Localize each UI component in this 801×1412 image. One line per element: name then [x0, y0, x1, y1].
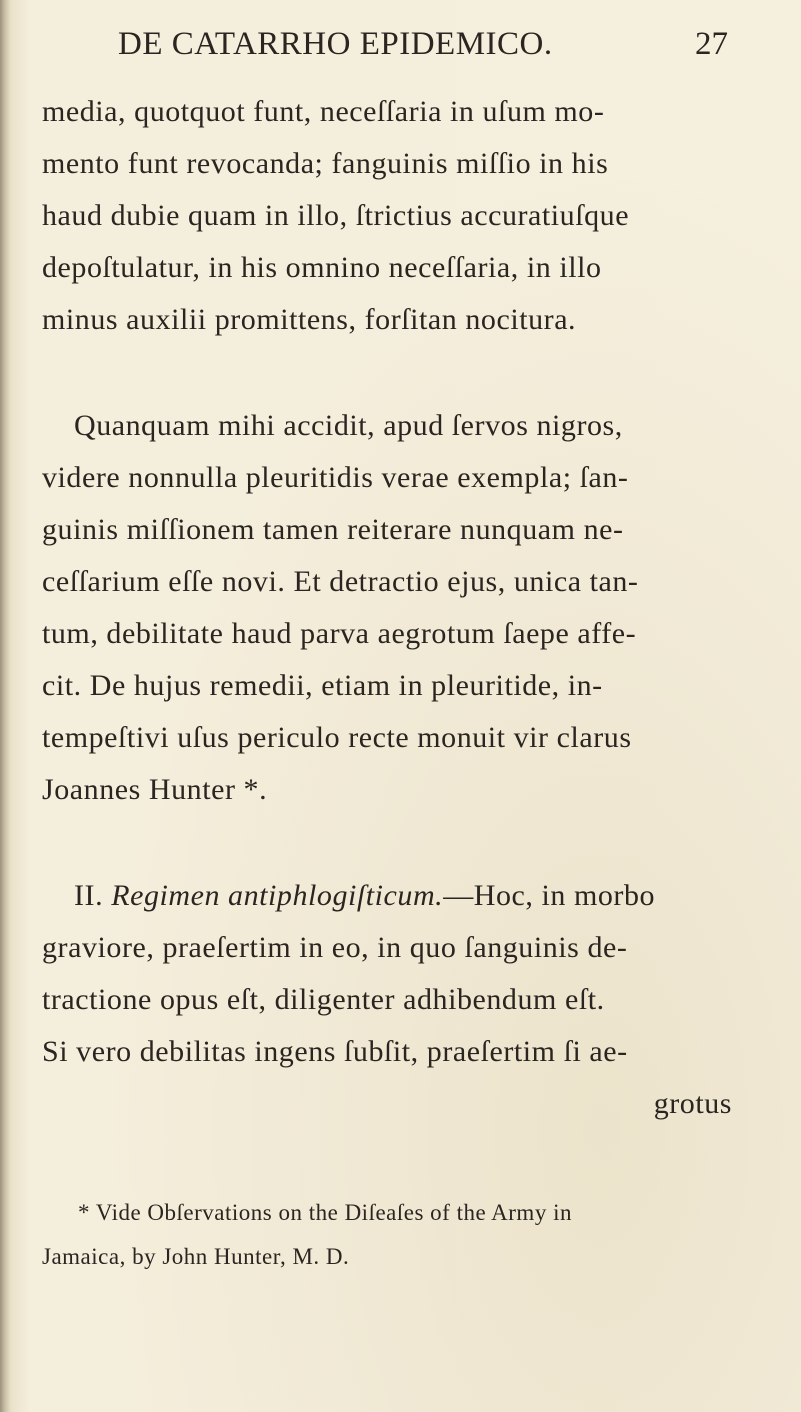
footnote [42, 1191, 732, 1279]
text-line: tempeſtivi uſus periculo recte monuit vir clarus [42, 721, 632, 754]
text-line: tum, debilitate haud parva aegrotum ſaepe affe- [42, 617, 637, 650]
text-line: ceſſarium eſſe novi. Et detractio ejus, unica tan- [42, 565, 639, 598]
text-line: Joannes Hunter *. [42, 773, 268, 806]
section-title: Regimen antiphlogiſticum. [111, 879, 444, 912]
text-line: cit. De hujus remedii, etiam in pleuritide, in- [42, 669, 603, 702]
paragraph-gap [42, 816, 732, 870]
text-line: minus auxilii promittens, forſitan nocitura. [42, 303, 577, 336]
text-line: Si vero debilitas ingens ſubſit, praeſertim ſi ae- [42, 1035, 628, 1068]
page-number: 27 [695, 26, 728, 62]
text-line: guinis miſſionem tamen reiterare nunquam ne- [42, 513, 624, 546]
section-first-line-text: —Hoc, in morbo [443, 879, 656, 912]
text-line: Quanquam mihi accidit, apud ſervos nigros, [74, 409, 623, 442]
running-head: DE CATARRHO EPIDEMICO. [118, 26, 553, 62]
page-gutter-shadow [0, 0, 10, 1412]
text-line: depoſtulatur, in his omnino neceſſaria, in illo [42, 251, 602, 284]
text-line: graviore, praeſertim in eo, in quo ſanguinis de- [42, 931, 628, 964]
body-text [42, 86, 732, 1130]
text-line: media, quotquot funt, neceſſaria in uſum mo- [42, 95, 605, 128]
section-heading-line [42, 870, 732, 922]
page-header [118, 26, 728, 70]
catchword: grotus [653, 1087, 732, 1120]
footnote-line: Jamaica, by John Hunter, M. D. [42, 1244, 350, 1269]
footnote-line: * Vide Obſervations on the Diſeaſes of the Army in [78, 1200, 572, 1225]
text-line: videre nonnulla pleuritidis verae exempla; ſan- [42, 461, 629, 494]
paragraph-gap [42, 346, 732, 400]
text-line: mento funt revocanda; fanguinis miſſio in his [42, 147, 609, 180]
text-line: haud dubie quam in illo, ſtrictius accuratiuſque [42, 199, 630, 232]
text-line: tractione opus eſt, diligenter adhibendum eſt. [42, 983, 605, 1016]
section-number: II. [74, 879, 104, 912]
